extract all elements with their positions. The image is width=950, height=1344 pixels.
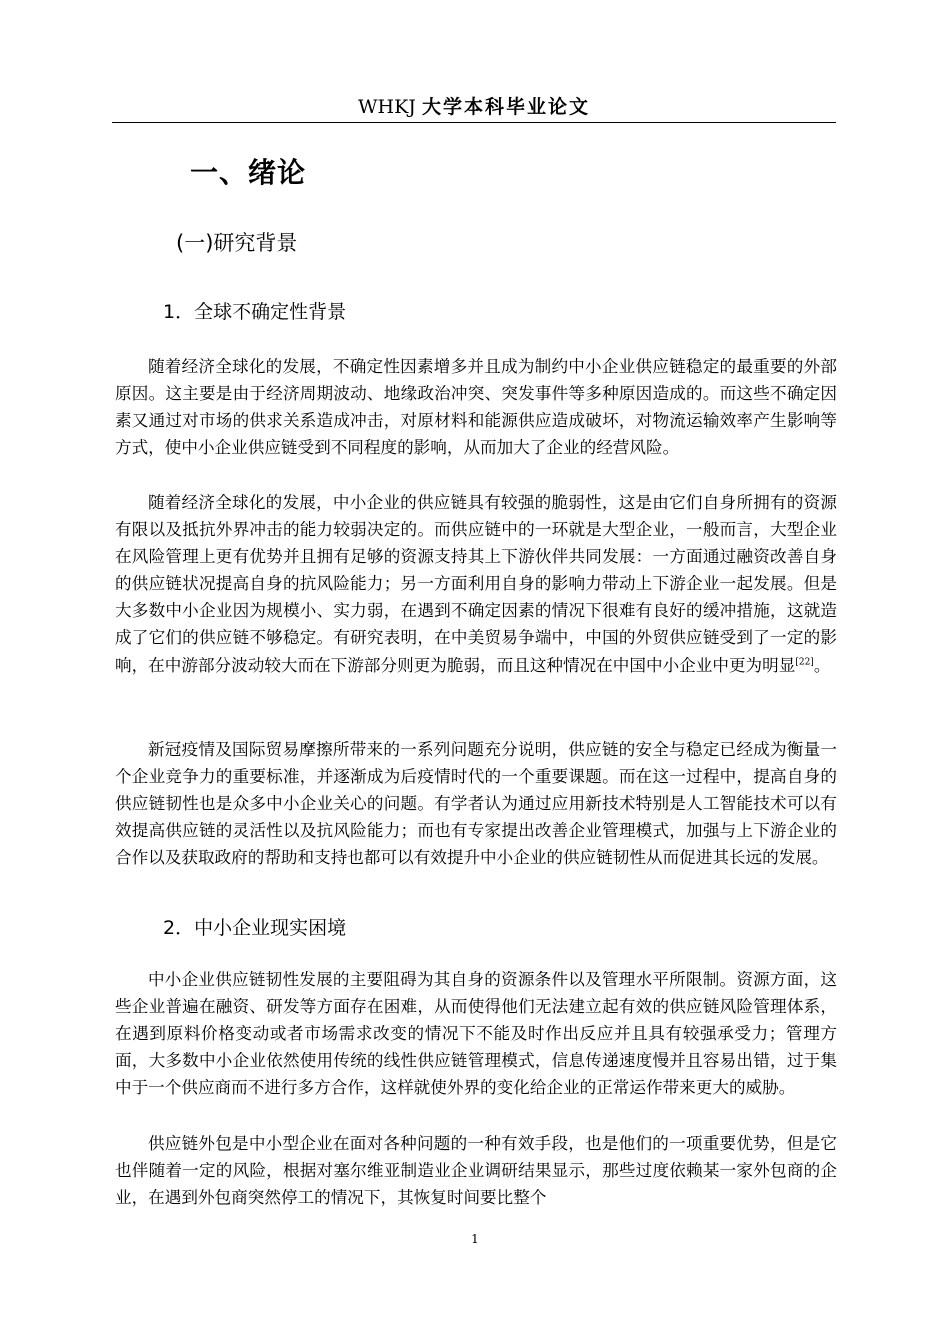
- paragraph-text: 随着经济全球化的发展，中小企业的供应链具有较强的脆弱性，这是由它们自身所拥有的资源有限以及抵抗外界冲击的能力较弱决定的。而供应链中的一环就是大型企业，一般而言，大型企业在风险管理上更有优势并且拥有足够的资源支持其上下游伙伴共同发展：一方面通过融资改善自身的供应链状况提高自身的抗风险能力；另一方面利用自身的影响力带动上下游企业一起发展。但是大多数中小企业因为规模小、实力弱，在遇到不确定因素的情况下很难有良好的缓冲措施，这就造成了它们的供应链不够稳定。有研究表明，在中美贸易争端中，中国的外贸供应链受到了一定的影响，在中游部分波动较大而在下游部分则更为脆弱，而且这种情况在中国中小企业中更为明显: [115, 493, 837, 675]
- chapter-heading: 一、绪论: [190, 156, 307, 189]
- header-divider: [112, 122, 836, 123]
- header-title: 大学本科毕业论文: [421, 96, 590, 118]
- paragraph: 随着经济全球化的发展，不确定性因素增多并且成为制约中小企业供应链稳定的最重要的外部原因。这主要是由于经济周期波动、地缘政治冲突、突发事件等多种原因造成的。而这些不确定因素又通过对市场的供求关系造成冲击，对原材料和能源供应造成破坏，对物流运输效率产生影响等方式，使中小企业供应链受到不同程度的影响，从而加大了企业的经营风险。: [115, 357, 837, 458]
- section-heading: (一)研究背景: [176, 231, 298, 255]
- paragraph: 新冠疫情及国际贸易摩擦所带来的一系列问题充分说明，供应链的安全与稳定已经成为衡量一个企业竞争力的重要标准，并逐渐成为后疫情时代的一个重要课题。而在这一过程中，提高自身的供应链韧性也是众多中小企业关心的问题。有学者认为通过应用新技术特别是人工智能技术可以有效提高供应链的灵活性以及抗风险能力；而也有专家提出改善企业管理模式，加强与上下游企业的合作以及获取政府的帮助和支持也都可以有效提升中小企业的供应链韧性从而促进其长远的发展。: [115, 740, 837, 868]
- page-number: 1: [471, 1232, 479, 1246]
- subsection-heading-sme-dilemma: 2．中小企业现实困境: [163, 917, 347, 939]
- running-header: [112, 94, 836, 120]
- citation-ref: [22]: [795, 657, 814, 668]
- paragraph-end: 。: [813, 655, 831, 675]
- paragraph: 中小企业供应链韧性发展的主要阻碍为其自身的资源条件以及管理水平所限制。资源方面，这些企业普遍在融资、研发等方面存在困难，从而使得他们无法建立起有效的供应链风险管理体系，在遇到原料价格变动或者市场需求改变的情况下不能及时作出反应并且具有较强承受力；管理方面，大多数中小企业依然使用传统的线性供应链管理模式，信息传递速度慢并且容易出错，过于集中于一个供应商而不进行多方合作，这样就使外界的变化给企业的正常运作带来更大的威胁。: [115, 970, 837, 1098]
- header-school-code: WHKJ: [358, 96, 416, 118]
- paragraph-with-citation: [115, 489, 837, 679]
- paragraph: 供应链外包是中小型企业在面对各种问题的一种有效手段，也是他们的一项重要优势，但是它也伴随着一定的风险，根据对塞尔维亚制造业企业调研结果显示，那些过度依赖某一家外包商的企业，在遇到外包商突然停工的情况下，其恢复时间要比整个: [115, 1134, 837, 1208]
- subsection-heading-global-uncertainty: 1．全球不确定性背景: [163, 301, 347, 323]
